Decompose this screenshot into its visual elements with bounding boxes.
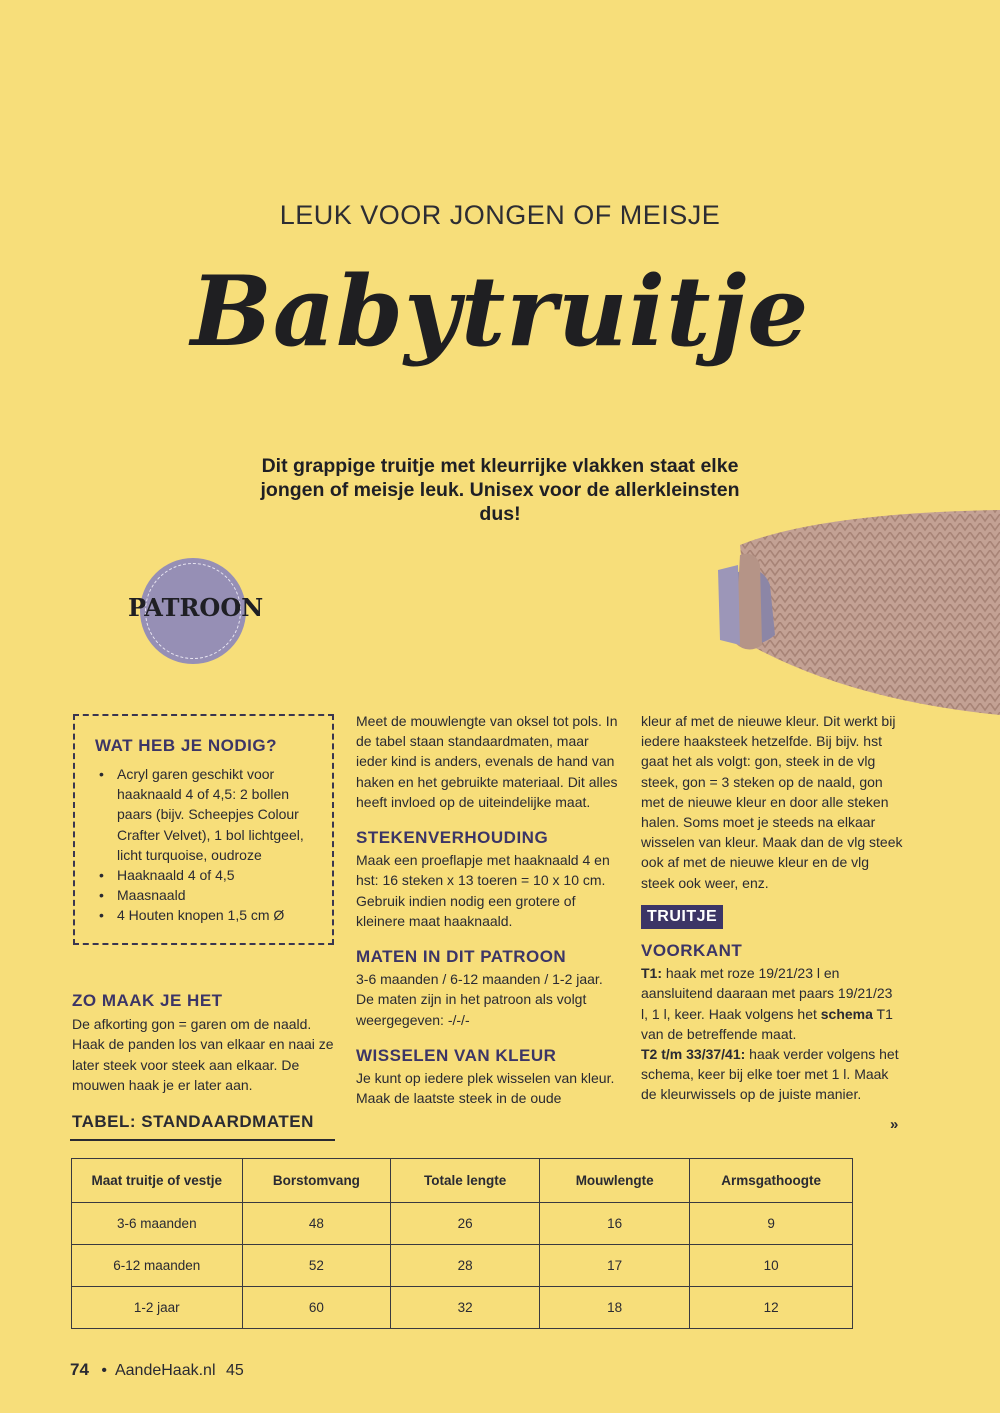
footer-bullet: • — [101, 1362, 107, 1379]
sleeve-photo — [700, 505, 1000, 720]
color-change-heading: WISSELEN VAN KLEUR — [356, 1045, 557, 1065]
list-item: • Acryl garen geschikt voor haaknaald 4 of 4,5: 2 bollen paars (bijv. Scheepjes Colour Crafter Velvet), 1 bol lichtgeel, licht turquoise, oudroze — [97, 764, 327, 865]
lead-text: Dit grappige truitje met kleurrijke vlakken staat elke jongen of meisje leuk. Unisex voor de allerkleinsten dus! — [260, 455, 740, 525]
table-heading: TABEL: STANDAARDMATEN — [72, 1112, 314, 1131]
issue-number: 45 — [225, 1362, 244, 1379]
table-cell: 26 — [391, 1203, 540, 1245]
table-cell: 28 — [391, 1245, 540, 1287]
row-1-part-a: haak met roze 19/21/23 l en aansluitend daaraan met paars 19/21/23 l, 1 l, keer. Haak volgens het — [641, 965, 893, 1022]
continue-arrow: » — [890, 1116, 899, 1133]
gauge-text: Maak een proeflapje met haaknaald 4 en hst: 16 steken x 13 toeren = 10 x 10 cm. Gebruik indien nodig een grotere of kleinere maat haaknaald. — [356, 852, 610, 929]
intro-text: Meet de mouwlengte van oksel tot pols. In de tabel staan standaardmaten, maar ieder kind is anders, evenals de hand van haken en het gebruikte materiaal. Dit alles heeft invloed op de uiteindelijke maat. — [356, 713, 618, 810]
table-cell: 16 — [540, 1203, 690, 1245]
materials-list — [97, 764, 327, 926]
footer-site: AandeHaak.nl — [114, 1362, 216, 1379]
table-cell: 9 — [690, 1203, 853, 1245]
color-change-text: Je kunt op iedere plek wisselen van kleur. Maak de laatste steek in de oude — [356, 1070, 615, 1107]
color-change-continued: kleur af met de nieuwe kleur. Dit werkt bij iedere haaksteek hetzelfde. Bij bijv. hst gaat het als volgt: gon, steek in de vlg steek, gon = 3 steken op de naald, gon met de nieuwe kleur en door alle steken halen. Soms moet je steeds na elkaar wisselen van kleur. Maak dan de vlg steek ook af met de nieuwe kleur en de vlg steek ook weer, enz. — [641, 713, 903, 891]
column-header: Maat truitje of vestje — [72, 1159, 243, 1203]
column-2 — [356, 711, 622, 1108]
row-1-text — [641, 963, 903, 1044]
table-cell: 32 — [391, 1287, 540, 1329]
table-cell: 12 — [690, 1287, 853, 1329]
schema-word: schema — [820, 1005, 873, 1022]
column-3 — [641, 711, 903, 1105]
list-item: • Maasnaald — [97, 885, 327, 905]
row-2-text — [641, 1044, 903, 1105]
table-cell: 3-6 maanden — [72, 1203, 243, 1245]
table-cell: 18 — [540, 1287, 690, 1329]
table-cell: 48 — [242, 1203, 391, 1245]
gauge-heading: STEKENVERHOUDING — [356, 828, 549, 848]
table-cell: 60 — [242, 1287, 391, 1329]
divider — [70, 1139, 335, 1141]
list-item: • 4 Houten knopen 1,5 cm Ø — [97, 905, 327, 925]
how-section — [72, 991, 334, 1095]
sizes-text: 3-6 maanden / 6-12 maanden / 1-2 jaar. De maten zijn in het patroon als volgt weergegeven: -/-/- — [356, 971, 603, 1028]
materials-heading: WAT HEB JE NODIG? — [95, 736, 277, 755]
column-header: Armsgathoogte — [690, 1159, 853, 1203]
page-footer — [70, 1360, 244, 1380]
table-cell: 1-2 jaar — [72, 1287, 243, 1329]
column-header: Borstomvang — [242, 1159, 391, 1203]
section-tag: TRUITJE — [641, 905, 723, 929]
row-1-part-b: T1 van de betreffende maat. — [641, 1005, 893, 1042]
table-row — [72, 1245, 853, 1287]
table-row — [72, 1203, 853, 1245]
how-text: De afkorting gon = garen om de naald. Haak de panden los van elkaar en naai ze later steek voor steek aan elkaar. De mouwen haak je er later aan. — [72, 1016, 334, 1093]
page-title: Babytruitje — [190, 255, 810, 368]
size-table — [71, 1158, 853, 1329]
sizes-heading: MATEN IN DIT PATROON — [356, 947, 567, 967]
table-cell: 6-12 maanden — [72, 1245, 243, 1287]
table-cell: 17 — [540, 1245, 690, 1287]
list-item: • Haaknaald 4 of 4,5 — [97, 865, 327, 885]
patroon-label: PATROON — [128, 593, 264, 622]
row-2-label: T2 t/m 33/37/41: — [641, 1046, 746, 1063]
front-heading: VOORKANT — [641, 941, 743, 961]
table-row — [72, 1287, 853, 1329]
table-header-row — [72, 1159, 853, 1203]
how-heading: ZO MAAK JE HET — [72, 991, 223, 1010]
kicker: LEUK VOOR JONGEN OF MEISJE — [279, 200, 721, 230]
row-2-part: haak verder volgens het schema, keer bij elke toer met 1 l. Maak de kleurwissels op de juiste manier. — [641, 1046, 899, 1103]
row-1-label: T1: — [641, 965, 662, 982]
page-number: 74 — [70, 1360, 89, 1379]
column-header: Totale lengte — [391, 1159, 540, 1203]
column-header: Mouwlengte — [540, 1159, 690, 1203]
materials-box — [73, 714, 334, 945]
table-cell: 10 — [690, 1245, 853, 1287]
table-cell: 52 — [242, 1245, 391, 1287]
